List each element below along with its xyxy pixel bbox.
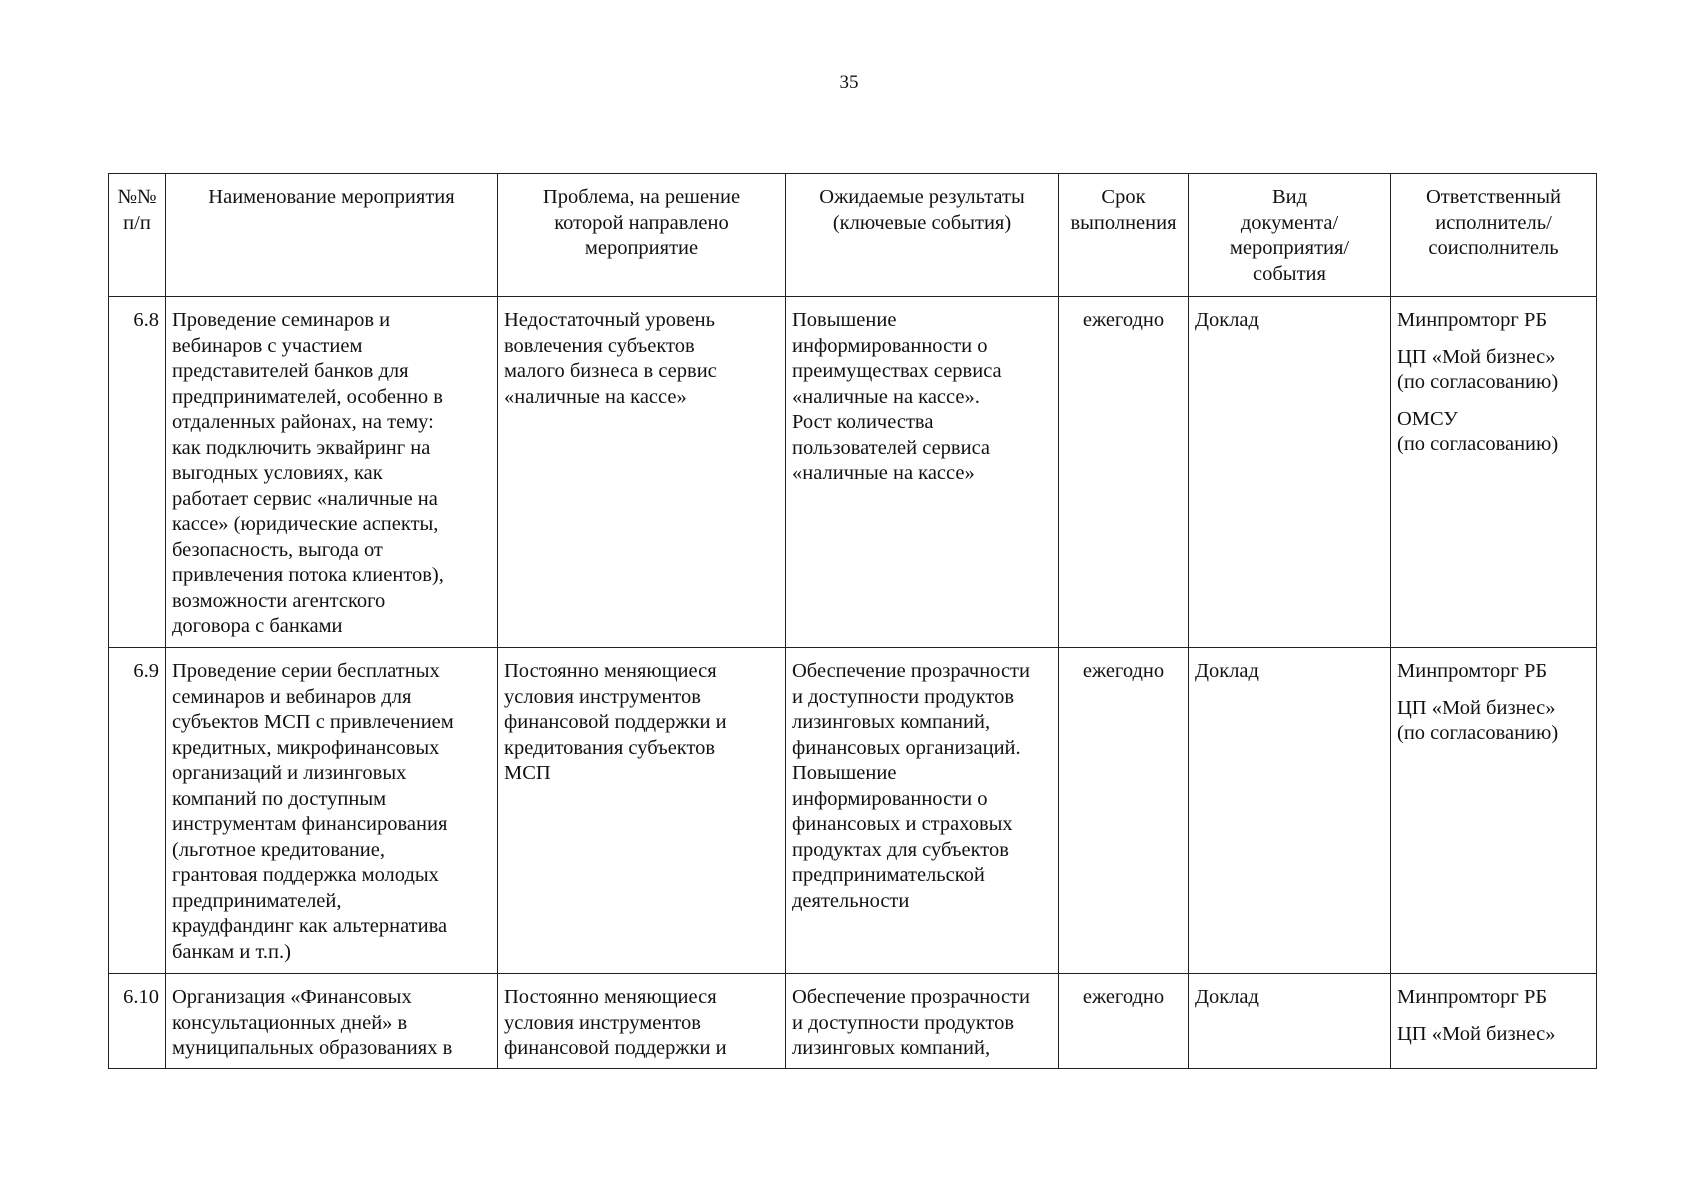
problem-text: Постоянно меняющиеся условия инструментов финансовой поддержки и — [498, 974, 786, 1069]
expected-results: Повышение информированности о преимуществах сервиса «наличные на кассе». Рост количества пользователей сервиса «наличные на кассе» — [786, 297, 1059, 648]
responsible-entry: ОМСУ (по согласованию) — [1397, 407, 1559, 455]
responsible-entry: Минпромторг РБ — [1397, 986, 1548, 1008]
table-row — [109, 648, 1597, 974]
row-number: 6.9 — [109, 648, 166, 974]
table-header-row — [109, 174, 1597, 297]
problem-text: Недостаточный уровень вовлечения субъектов малого бизнеса в сервис «наличные на кассе» — [498, 297, 786, 648]
page-number: 35 — [839, 72, 859, 93]
document-type: Доклад — [1189, 648, 1391, 974]
row-number: 6.8 — [109, 297, 166, 648]
activities-table — [108, 173, 1597, 1069]
header-expected-results: Ожидаемые результаты (ключевые события) — [786, 174, 1059, 297]
activity-name: Организация «Финансовых консультационных дней» в муниципальных образованиях в — [166, 974, 498, 1069]
header-activity-name: Наименование мероприятия — [166, 174, 498, 297]
term: ежегодно — [1059, 974, 1189, 1069]
activity-name: Проведение семинаров и вебинаров с участием представителей банков для предпринимателей, особенно в отдаленных районах, на тему: как подключить эквайринг на выгодных условиях, как работает сервис «наличные на кассе» (юридические аспекты, безопасность, выгода от привлечения потока клиентов), возможности агентского договора с банками — [166, 297, 498, 648]
responsible-entry: ЦП «Мой бизнес» (по согласованию) — [1397, 345, 1559, 393]
table-row — [109, 297, 1597, 648]
table-row — [109, 974, 1597, 1069]
header-number: №№ п/п — [109, 174, 166, 297]
responsible-entry: ЦП «Мой бизнес» (по согласованию) — [1397, 696, 1559, 744]
responsible-entry: Минпромторг РБ — [1397, 660, 1548, 682]
header-document-type: Вид документа/ мероприятия/ события — [1189, 174, 1391, 297]
header-responsible: Ответственный исполнитель/ соисполнитель — [1391, 174, 1597, 297]
responsible-entry: Минпромторг РБ — [1397, 309, 1548, 331]
responsible — [1391, 297, 1597, 648]
document-type: Доклад — [1189, 297, 1391, 648]
header-term: Срок выполнения — [1059, 174, 1189, 297]
document-type: Доклад — [1189, 974, 1391, 1069]
header-problem: Проблема, на решение которой направлено мероприятие — [498, 174, 786, 297]
responsible — [1391, 974, 1597, 1069]
expected-results: Обеспечение прозрачности и доступности продуктов лизинговых компаний, финансовых организаций. Повышение информированности о финансовых и страховых продуктах для субъектов предпринимательской деятельности — [786, 648, 1059, 974]
row-number: 6.10 — [109, 974, 166, 1069]
term: ежегодно — [1059, 297, 1189, 648]
responsible — [1391, 648, 1597, 974]
responsible-entry: ЦП «Мой бизнес» — [1397, 1022, 1556, 1045]
expected-results: Обеспечение прозрачности и доступности продуктов лизинговых компаний, — [786, 974, 1059, 1069]
activity-name: Проведение серии бесплатных семинаров и вебинаров для субъектов МСП с привлечением кредитных, микрофинансовых организаций и лизинговых компаний по доступным инструментам финансирования (льготное кредитование, грантовая поддержка молодых предпринимателей, краудфандинг как альтернатива банкам и т.п.) — [166, 648, 498, 974]
problem-text: Постоянно меняющиеся условия инструментов финансовой поддержки и кредитования субъектов МСП — [498, 648, 786, 974]
term: ежегодно — [1059, 648, 1189, 974]
